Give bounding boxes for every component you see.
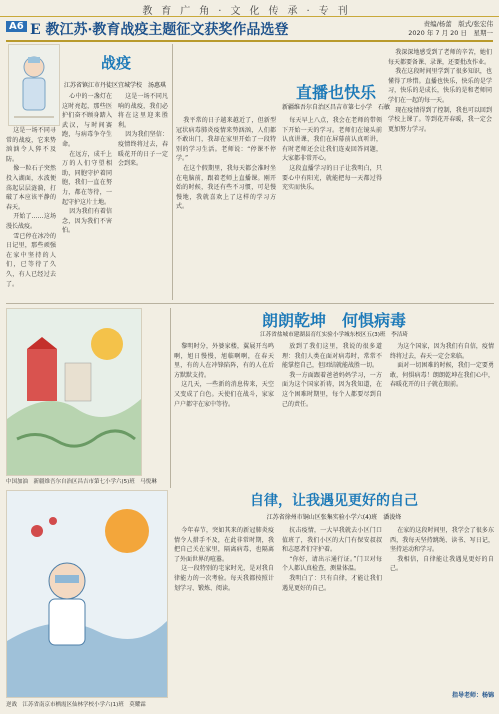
article-column [282,342,382,488]
article-byline: 新疆维吾尔自治区昌吉市第七小学 石敏 [281,104,390,111]
article-column [282,116,382,298]
paragraph: 在远方，成千上万的人们守望相助，同胞守护着同胞，我们一直在努力，都在等待，一起守护这片土地。 [62,150,112,206]
article-column [174,526,274,702]
article-byline: 江苏省徐州市铜山区张集实验小学六(4)班 潘浚烽 [266,514,402,521]
article-langlang [174,308,494,488]
doctor-drawing-icon [9,45,59,125]
paragraph: 现在疫情得到了控制，我也可以回到学校上课了。等到花开春暖，我一定会更加努力学习。 [388,106,492,133]
paragraph: 因为我们坚信：疫情终将过去，春暖花开的日子一定会到来。 [118,131,168,168]
paragraph: “你好，请出示通行证。”门卫对每个人都认真检查，测量体温。 [282,555,382,573]
article-zilv [174,490,494,710]
paragraph: 开始了……这场漫长战疫。 [6,213,56,230]
paragraph: 这段直播学习的日子让我明白，只要心中有阳光，就能把每一天都过得充实而快乐。 [282,164,382,192]
china-jiayou-drawing-icon [7,309,141,475]
illustration-zhongguojiayou [6,308,142,476]
paragraph: 雪已停在冰冷的日记里，那些顽强在家中坚持的人们，已等待了久久，有人已经过去了。 [6,232,56,288]
paragraph: 为这个国家，因为我们有自信，疫情终将过去，春天一定会来临。 [390,343,494,360]
article-column [176,116,276,298]
article-column [62,92,112,298]
article-column [388,48,492,298]
paragraph: 心中的一盏灯在这时亮起，那些医护们奋不顾身踏入武汉，与时间赛跑，与病毒争夺生命。 [62,93,112,148]
nizhan-drawing-icon [7,491,167,697]
article-column [390,526,494,686]
page-number: A6 [6,21,27,32]
article-column [6,126,56,298]
illustration-caption: 中国加油 新疆维吾尔自治区昌吉市第七小学六(5)班 马悦琳 [6,479,157,485]
paragraph: 抗击疫情，一大早我就去小区门口值班了，我们小区的大门有保安叔叔和志愿者们守护着。 [282,527,382,554]
header-meta [408,20,493,38]
page-header [6,18,493,42]
section-title: E 教江苏·教育战疫主题征文获奖作品选登 [30,22,289,38]
illustration-nizhan [6,490,168,698]
article-column [282,526,382,702]
paragraph: 我深深地感受到了老师的辛苦，她们每天都要备课、录课，还要批改作业。 [388,49,492,66]
paragraph: 这一段特别的宅家时光，是对我自律能力的一次考验。每天我都按照计划学习、锻炼、阅读。 [174,565,274,592]
article-zhanyi [6,44,168,300]
paragraph: 在家的这段时间里，我学会了很多东西，我每天坚持跳绳、读书、写日记，坚持运动和学习。 [390,527,494,554]
paragraph: 我一方面跟着爸爸妈妈学习，一方面为这个国家祈祷，因为我知道，在这个困难时期里，每个人都要尽到自己的责任。 [282,371,382,408]
paragraph: 每天早上八点，我会在老师的带领下开始一天的学习。老师们在镜头前认真讲课，我们在屏幕前认真听讲，有时老师还会让我们连麦回答问题，大家都非常开心。 [282,117,382,163]
paragraph: 我明白了：只有自律，才能让我们遇见更好的自己。 [282,574,382,592]
mentor-signoff: 指导老师：杨锦 [451,692,494,699]
top-band-text: 教育广角·文化传承·专刊 [142,6,357,17]
article-title: 战疫 [100,54,131,72]
article-column [118,92,168,298]
paragraph: 面对一切困难的时候，我们一定要勇敢，何惧病毒！朗朗乾坤在我们心中，春暖花开的日子就在眼前。 [390,362,494,389]
illustration-caption: 逆战 江苏省南京市栖霞区仙林学校小学六(1)班 莫耀霖 [6,702,146,708]
paragraph: 这是一场不同凡响的战疫，我们必将在这里迎来胜利。 [118,93,168,129]
paragraph: 我平常的日子越来越近了，但新型冠状病毒肺炎疫情来势汹汹，人们都不敢出门，我却在家里开始了一段特别的学习生活。老师说：“停课不停学。” [176,117,276,163]
article-byline: 江苏省镇江市丹徒区宜城学校 汤惠琪 [63,82,166,89]
paragraph: 我在这段时间里学到了很多知识，也懂得了珍惜。直播也快乐，快乐的是学习，快乐的是成长，快乐的是和老师同学们在一起的每一天。 [388,68,492,104]
column-divider [172,44,173,300]
article-column [174,342,274,488]
paragraph: 黎明时分，外婆家楼，翼展开鸟鸣啊，旭日慢慢，旭临啊啊，在春天里，有的人在冲锋陷阵，有的人在后方默默支持。 [174,343,274,379]
paragraph: 放到了我们这里，我说的很多道理：我们人类在面对病毒时，常常不能掌控自己，但团结就能战胜一切。 [282,343,382,370]
section-divider [6,303,494,304]
issue-date: 2020 年 7 月 20 日 星期一 [408,29,493,37]
article-byline: 江苏省盐城市建湖县育红实验小学城东校区五(3)班 李洁琦 [260,332,408,338]
paragraph: 这几天，一些新的消息传来，天空又变成了白色。天使们在战斗，家家户户都守在家中等待。 [174,381,274,408]
article-illustration [8,44,60,126]
paragraph: 今年春节，突如其来的新冠肺炎疫情令人措手不及，在此非常时期，我把自己关在家里，隔离病毒，也隔离了外面世界的喧嚣。 [174,527,274,563]
paragraph: 像一粒石子突然投入湖面，水波便荡起层层涟漪，打破了本应该平静的春天。 [6,165,56,211]
article-title: 自律，让我遇见更好的自己 [250,493,418,509]
column-divider [170,308,171,488]
paragraph: 在这个假期里，我每天都会准时坐在电脑前，跟着老师上直播课。刚开始的时候，我还有些不习惯，可是慢慢地，我就喜欢上了这样的学习方式。 [176,164,276,211]
article-column [390,342,494,488]
paragraph: 这是一场不同寻常的战疫，它来势汹汹令人猝不及防。 [6,127,56,163]
article-zhibo [176,44,494,300]
paragraph: 我相信，自律能让我遇见更好的自己。 [390,555,494,573]
paragraph: 因为我们有着信念，因为我们不害怕。 [62,208,112,235]
top-band [0,0,499,17]
article-title: 朗朗乾坤 何惧病毒 [261,311,406,330]
editor-credit: 责编/杨蕾 版式/张宏伟 [423,20,493,28]
article-title: 直播也快乐 [295,83,376,102]
